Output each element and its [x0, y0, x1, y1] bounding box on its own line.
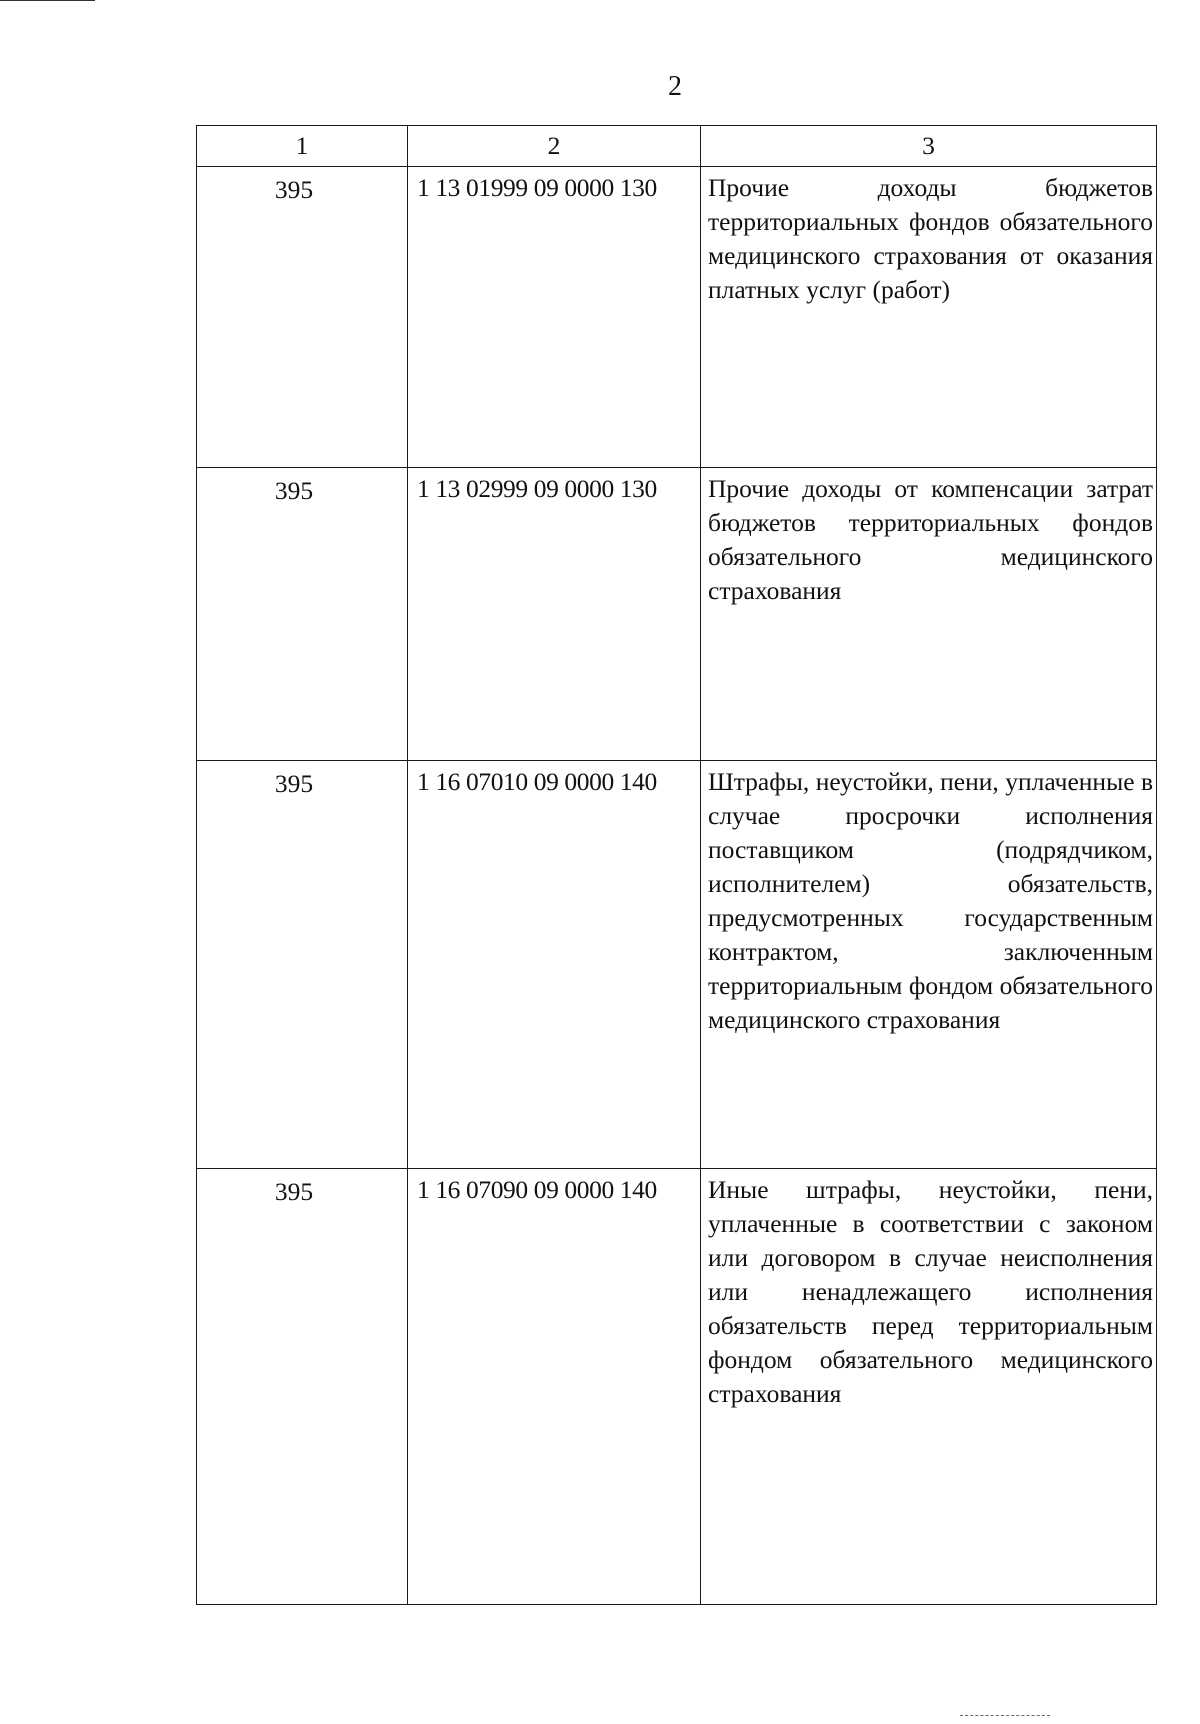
table-header-row [197, 126, 1157, 167]
budget-classification-code: 1 16 07010 09 0000 140 [408, 761, 701, 1169]
table-row [197, 1169, 1157, 1605]
admin-code-cell [197, 761, 408, 1169]
budget-classification-code: 1 13 01999 09 0000 130 [408, 167, 701, 468]
income-name: Прочие доходы бюджетов территориальных фондов обязательного медицинского страхования от оказания платных услуг (работ) [701, 167, 1157, 468]
scan-edge-mark [960, 1715, 1050, 1717]
admin-code: 395 [274, 175, 314, 204]
admin-code-cell [197, 167, 408, 468]
column-header-2: 2 [408, 126, 701, 167]
table-row [197, 761, 1157, 1169]
table-row [197, 167, 1157, 468]
page-number: 2 [668, 71, 682, 102]
scan-edge-mark [0, 0, 95, 1]
income-name: Иные штрафы, неустойки, пени, уплаченные в соответствии с законом или договором в случае неисполнения или ненадлежащего исполнения обязательств перед территориальным фондом обязательного медицинского страхования [701, 1169, 1157, 1605]
income-codes-table [196, 125, 1157, 1605]
budget-classification-code: 1 13 02999 09 0000 130 [408, 468, 701, 761]
income-name: Прочие доходы от компенсации затрат бюджетов территориальных фондов обязательного медицинского страхования [701, 468, 1157, 761]
admin-code-cell [197, 468, 408, 761]
admin-code: 395 [274, 769, 314, 798]
admin-code-cell [197, 1169, 408, 1605]
table-row [197, 468, 1157, 761]
admin-code: 395 [274, 476, 314, 505]
column-header-3: 3 [701, 126, 1157, 167]
income-name: Штрафы, неустойки, пени, уплаченные в случае просрочки исполнения поставщиком (подрядчиком, исполнителем) обязательств, предусмотренных государственным контрактом, заключенным территориальным фондом обязательного медицинского страхования [701, 761, 1157, 1169]
admin-code: 395 [274, 1177, 314, 1206]
budget-classification-code: 1 16 07090 09 0000 140 [408, 1169, 701, 1605]
column-header-1: 1 [197, 126, 408, 167]
